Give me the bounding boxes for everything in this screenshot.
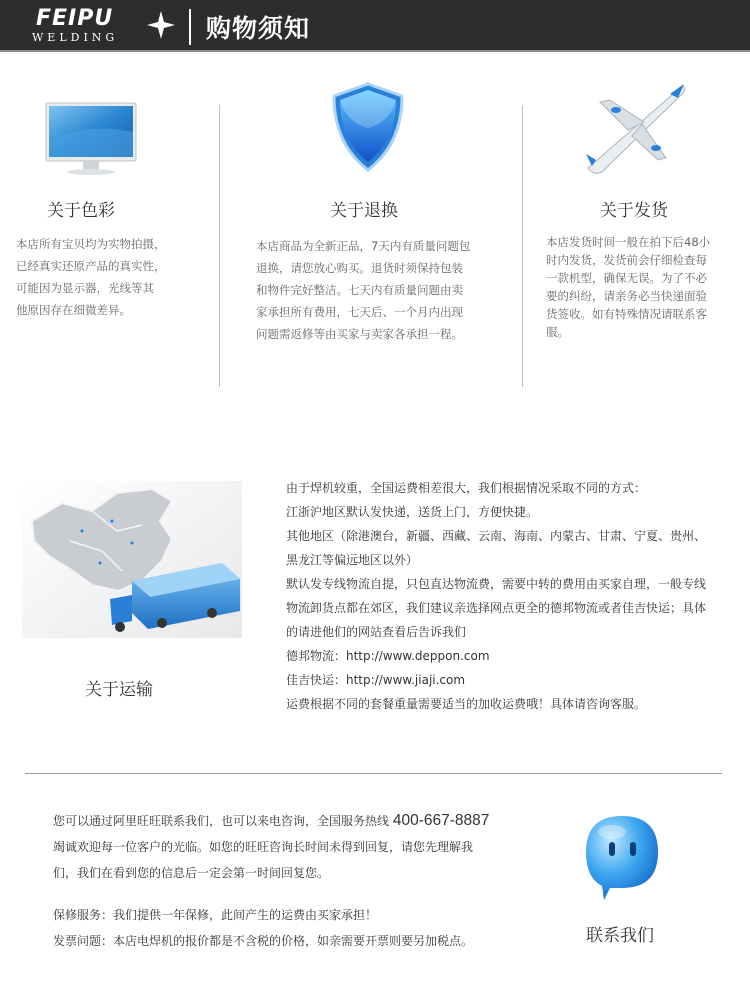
shipping-section-title: 关于运输 [85,680,153,700]
header-divider [189,9,191,45]
text-line: 货签收。如有特殊情况请联系客 [546,307,707,321]
hotline-number[interactable]: 400-667-8887 [392,812,490,829]
text-line: 已经真实还原产品的真实性， [16,259,166,273]
brand-logo[interactable] [30,6,180,46]
text-line: 可能因为显示器，光线等其 [16,281,154,295]
text-line: 黑龙江等偏远地区以外） [286,553,419,567]
text-line: 本店发货时间一般在拍下后48小 [546,235,711,249]
delivery-section-title: 关于发货 [600,201,668,221]
contact-intro: 您可以通过阿里旺旺联系我们，也可以来电咨询，全国服务热线 [53,814,390,828]
text-line: 时内发货，发货前会仔细检查每 [546,253,707,267]
text-line: 物流卸货点都在郊区，我们建议亲选择网点更全的德邦物流或者佳吉快运；具体 [286,601,707,615]
return-section-title: 关于退换 [330,201,398,221]
text-line: 运费根据不同的套餐重量需要适当的加收运费哦！具体请咨询客服。 [286,697,647,711]
shield-icon [330,82,406,172]
text-line: 默认发专线物流自提，只包直达物流费，需要中转的费用由买家自理，一般专线 [286,577,707,591]
contact-intro-line [53,808,573,834]
color-section-text [16,233,206,321]
invoice-text: 发票问题：本店电焊机的报价都是不含税的价格，如亲需要开票则要另加税点。 [53,934,474,948]
contact-text [53,808,573,954]
delivery-section-text [546,233,736,341]
text-line: 家承担所有费用，七天后、一个月内出现 [256,305,463,319]
jiaji-link[interactable]: 佳吉快运：http://www.jiaji.com [286,673,466,687]
column-divider [522,105,523,387]
logo-subtitle: WELDING [32,31,119,44]
text-line: 竭诚欢迎每一位客户的光临。如您的旺旺咨询长时间未得到回复，请您先理解我 [53,840,474,854]
shipping-text [286,476,736,716]
warranty-text: 保修服务：我们提供一年保修，此间产生的运费由买家承担！ [53,908,378,922]
star-icon [146,10,176,40]
contact-us-title[interactable]: 联系我们 [586,926,654,946]
text-line: 由于焊机较重，全国运费相差很大，我们根据情况采取不同的方式： [286,481,647,495]
text-line: 江浙沪地区默认发快递，送货上门，方便快捷。 [286,505,539,519]
text-line: 们，我们在看到您的信息后一定会第一时间回复您。 [53,866,330,880]
page-title: 购物须知 [206,14,311,43]
text-line: 其他地区（除港澳台，新疆、西藏、云南、海南、内蒙古、甘肃、宁夏、贵州、 [286,529,707,543]
return-section-text [256,235,506,345]
section-divider [25,773,722,774]
text-line: 一款机型，确保无误。为了不必 [546,271,707,285]
text-line: 的请进他们的网站查看后告诉我们 [286,625,467,639]
chat-bubble-icon[interactable] [582,812,662,902]
text-line: 和物件完好整洁。七天内有质量问题由卖 [256,283,463,297]
airplane-icon [580,80,690,175]
text-line: 本店所有宝贝均为实物拍摄， [16,237,166,251]
text-line: 问题需返修等由买家与卖家各承担一程。 [256,327,463,341]
china-map-truck-image [22,481,242,638]
text-line: 要的纠纷，请亲务必当快递面验 [546,289,707,303]
text-line: 服。 [546,325,569,339]
text-line: 他原因存在细微差异。 [16,303,131,317]
logo-wordmark: FEIPU [36,6,114,31]
text-line: 本店商品为全新正品，7天内有质量问题包 [256,239,471,253]
deppon-link[interactable]: 德邦物流：http://www.deppon.com [286,649,490,663]
header-bar [0,0,750,52]
text-line: 退换，请您放心购买。退货时须保持包装 [256,261,463,275]
color-section-title: 关于色彩 [47,201,115,221]
column-divider [219,105,220,387]
monitor-icon [45,102,137,176]
